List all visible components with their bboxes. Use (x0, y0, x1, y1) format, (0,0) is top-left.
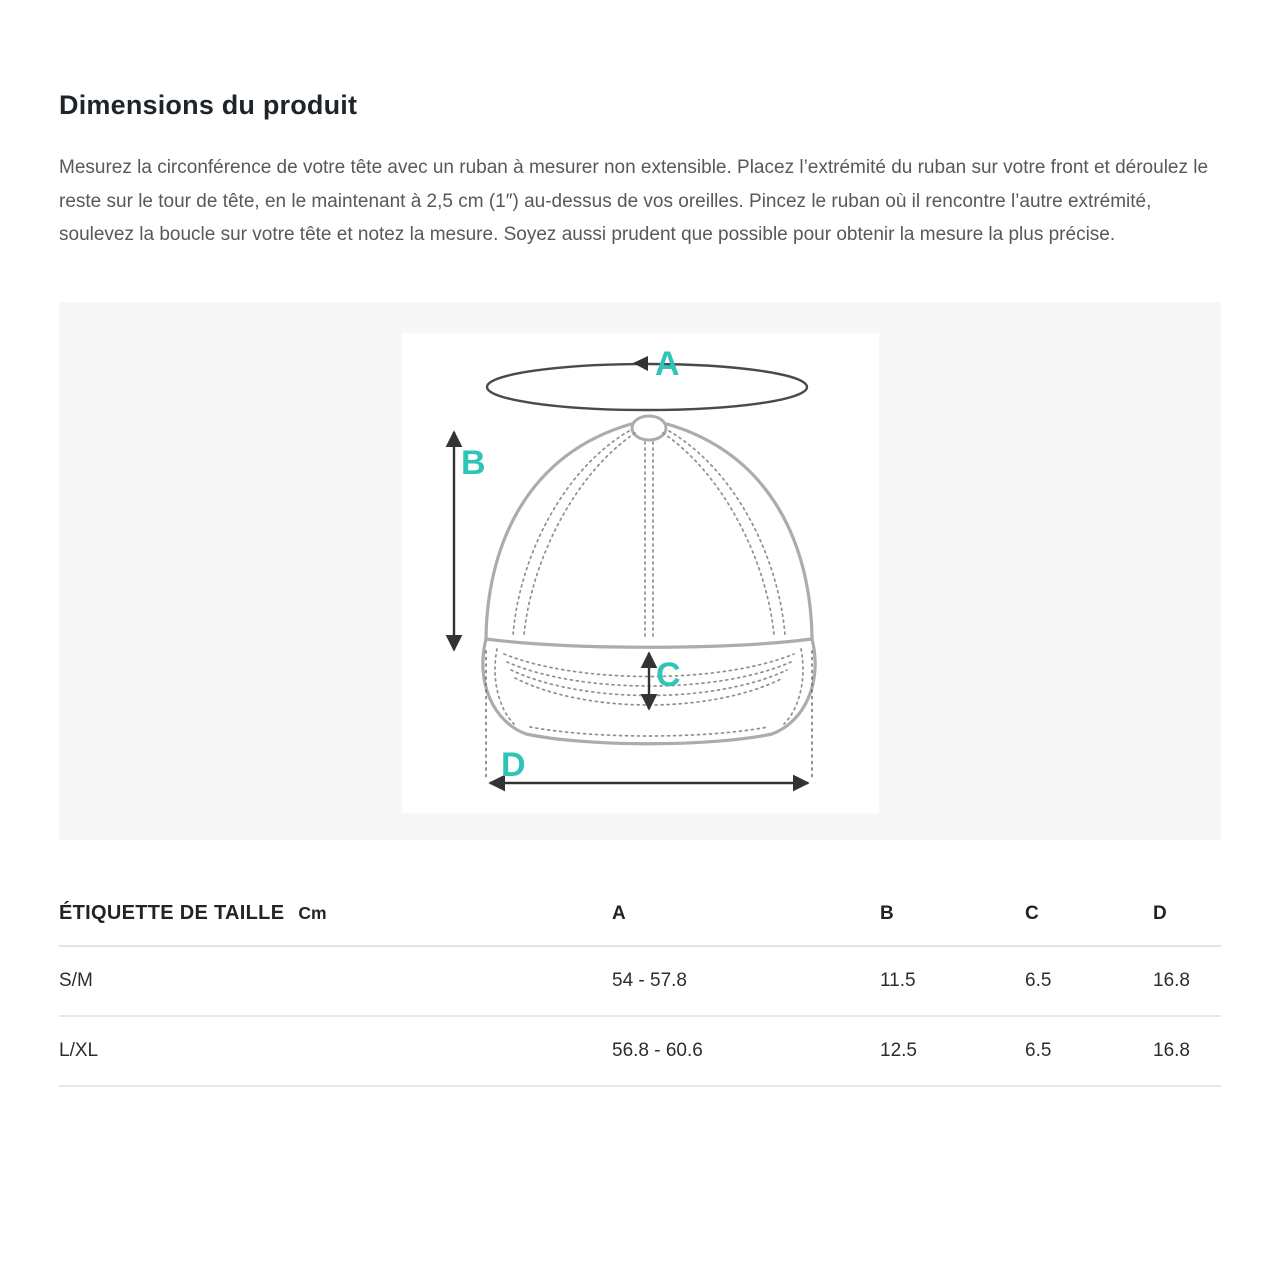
dimension-label-a: A (654, 344, 680, 383)
cap-crown (486, 416, 812, 647)
dimension-label-d: D (500, 745, 526, 784)
size-label: L/XL (59, 1039, 99, 1061)
cap-dimensions-diagram (402, 333, 879, 813)
size-table-unit: Cm (298, 903, 327, 923)
diagram-card (402, 333, 879, 813)
dimension-label-b: B (460, 443, 486, 482)
size-table-header (59, 883, 1221, 947)
size-label: S/M (59, 969, 93, 991)
value-a: 54 - 57.8 (612, 969, 687, 991)
size-table (59, 883, 1221, 1087)
value-d: 16.8 (1153, 1039, 1190, 1061)
page-title: Dimensions du produit (59, 90, 358, 120)
size-table-title: ÉTIQUETTE DE TAILLE (59, 902, 285, 924)
circumference-ellipse (487, 356, 807, 410)
product-dimensions-section (59, 0, 1221, 1087)
column-header-a: A (612, 902, 626, 924)
circumference-arrowhead-icon (633, 356, 648, 371)
measurement-instructions: Mesurez la circonférence de votre tête avec un ruban à mesurer non extensible. Placez l’extrémité du ruban sur votre front et déroulez le reste sur le tour de tête, en le maintenant à 2,5 cm (1″) au-dessus de vos oreilles. Pincez le ruban où il rencontre l’autre extrémité, soulevez la boucle sur votre tête et notez la mesure. Soyez aussi prudent que possible pour obtenir la mesure la plus précise. (59, 157, 1209, 245)
table-row (59, 1017, 1221, 1087)
diagram-panel (59, 302, 1221, 840)
table-row (59, 947, 1221, 1017)
value-c: 6.5 (1025, 1039, 1052, 1061)
column-header-d: D (1153, 902, 1167, 924)
value-b: 12.5 (880, 1039, 917, 1061)
value-d: 16.8 (1153, 969, 1190, 991)
column-header-c: C (1025, 902, 1039, 924)
value-c: 6.5 (1025, 969, 1052, 991)
value-a: 56.8 - 60.6 (612, 1039, 703, 1061)
column-header-b: B (880, 902, 894, 924)
dimension-label-c: C (655, 655, 681, 694)
size-table-title-group (59, 902, 612, 925)
value-b: 11.5 (880, 969, 916, 991)
